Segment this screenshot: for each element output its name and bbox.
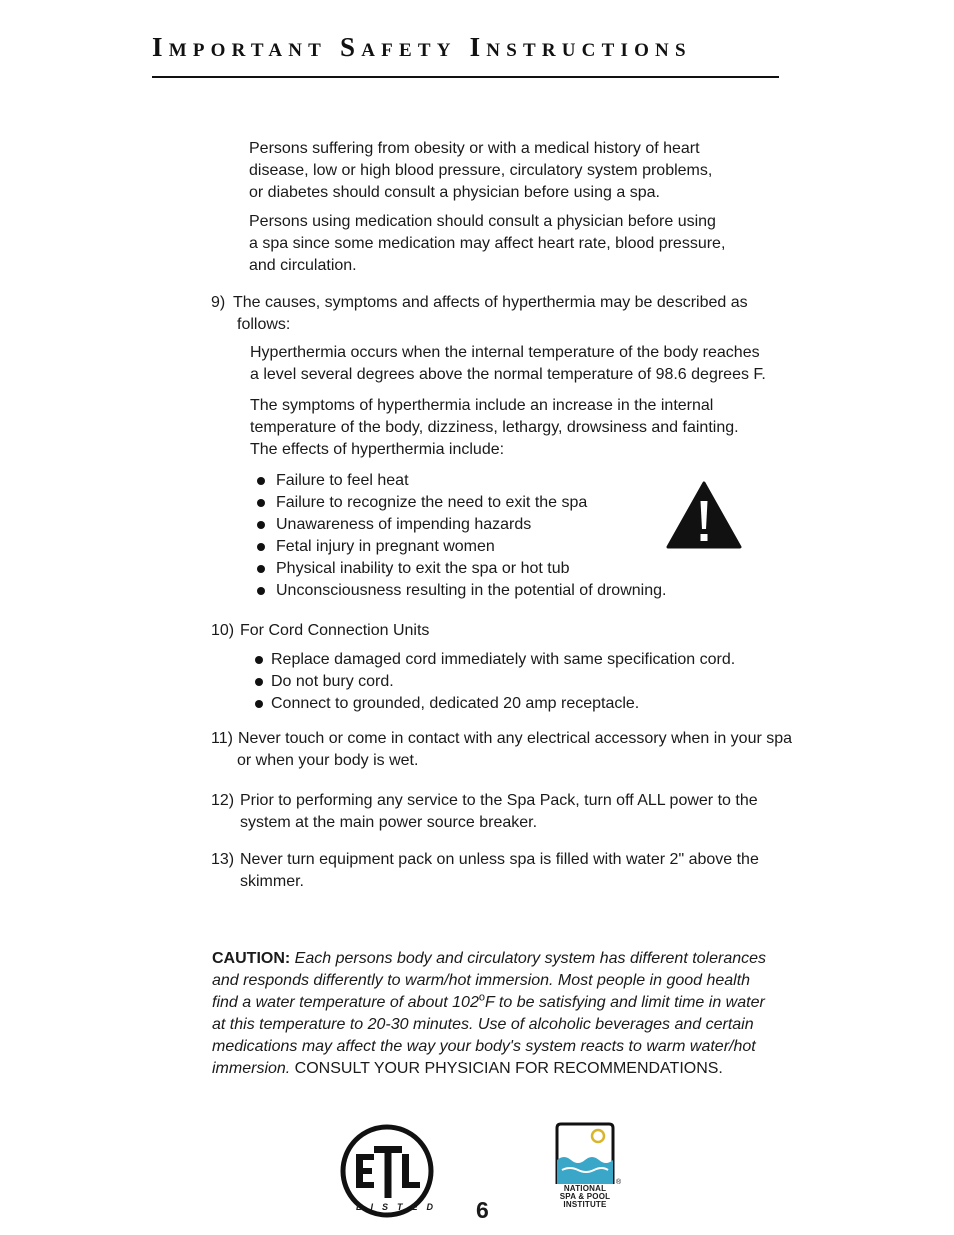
text-line: a level several degrees above the normal temperature of 98.6 degrees F. <box>250 366 766 383</box>
intro-paragraph-2 <box>249 211 725 277</box>
text-line: or diabetes should consult a physician before using a spa. <box>249 184 660 201</box>
text-line: Never touch or come in contact with any electrical accessory when in your spa <box>238 730 793 747</box>
text-line: or when your body is wet. <box>237 752 419 769</box>
list-item: Unconsciousness resulting in the potential of drowning. <box>276 582 667 599</box>
list-item: Unawareness of impending hazards <box>276 516 532 533</box>
bullet-dot <box>257 521 265 529</box>
list-item: Failure to recognize the need to exit the spa <box>276 494 588 511</box>
text-line: follows: <box>237 316 291 333</box>
degree-symbol: o <box>478 991 485 1004</box>
nspi-line: NATIONAL <box>563 1184 607 1193</box>
list-item: Replace damaged cord immediately with same specification cord. <box>271 651 736 668</box>
bullet-dot <box>255 678 263 686</box>
text-line: find a water temperature of about 102 <box>212 994 479 1011</box>
list-item: Fetal injury in pregnant women <box>276 538 495 555</box>
item-10-text: For Cord Connection Units <box>240 622 430 639</box>
bullet-dot <box>257 499 265 507</box>
svg-text:®: ® <box>616 1179 622 1186</box>
text-line: Each persons body and circulatory system has different tolerances <box>294 950 767 967</box>
list-item: Do not bury cord. <box>271 673 394 690</box>
item-12-number: 12) <box>211 792 235 809</box>
text-line: Persons using medication should consult a physician before using <box>249 213 716 230</box>
item-11-number: 11) <box>211 730 233 747</box>
item-9-number: 9) <box>211 294 226 311</box>
text-line: Prior to performing any service to the Spa Pack, turn off ALL power to the <box>240 792 758 809</box>
item-13-text <box>240 849 759 893</box>
bullet-dot <box>255 700 263 708</box>
hyperthermia-symptoms <box>250 395 739 461</box>
page-number: 6 <box>476 1197 489 1223</box>
text-line: The symptoms of hyperthermia include an increase in the internal <box>250 397 714 414</box>
consult-physician-text: CONSULT YOUR PHYSICIAN FOR RECOMMENDATIONS. <box>290 1060 723 1077</box>
nspi-logo <box>552 1122 620 1188</box>
item-11-text <box>237 728 792 772</box>
text-line: immersion. <box>212 1060 291 1077</box>
text-line: F to be satisfying and limit time in water <box>484 994 765 1011</box>
text-line: Hyperthermia occurs when the internal temperature of the body reaches <box>250 344 760 361</box>
item-9-text <box>233 292 748 336</box>
item-13-number: 13) <box>211 851 235 868</box>
text-line: temperature of the body, dizziness, lethargy, drowsiness and fainting. <box>250 419 739 436</box>
item-12-text <box>240 790 758 834</box>
text-line: The causes, symptoms and affects of hyperthermia may be described as <box>233 294 748 311</box>
text-line: Never turn equipment pack on unless spa is filled with water 2" above the <box>240 851 759 868</box>
bullet-dot <box>257 565 265 573</box>
bullet-dot <box>257 477 265 485</box>
text-line: disease, low or high blood pressure, circulatory system problems, <box>249 162 713 179</box>
caution-label: CAUTION: <box>212 950 291 967</box>
text-line: system at the main power source breaker. <box>240 814 538 831</box>
text-line: at this temperature to 20-30 minutes. Use of alcoholic beverages and certain <box>212 1016 754 1033</box>
list-item: Failure to feel heat <box>276 472 409 489</box>
caution-block <box>212 948 766 1080</box>
item-10-number: 10) <box>211 622 235 639</box>
bullet-dot <box>257 543 265 551</box>
list-item: Connect to grounded, dedicated 20 amp receptacle. <box>271 695 640 712</box>
intro-paragraph-1 <box>249 138 712 204</box>
text-line: medications may affect the way your body's system reacts to warm water/hot <box>212 1038 756 1055</box>
text-line: and circulation. <box>249 257 357 274</box>
text-line: a spa since some medication may affect heart rate, blood pressure, <box>249 235 726 252</box>
text-line: The effects of hyperthermia include: <box>250 441 505 458</box>
title-rule <box>152 76 779 78</box>
list-item: Physical inability to exit the spa or hot tub <box>276 560 570 577</box>
page-title: Important Safety Instructions <box>152 32 692 62</box>
text-line: skimmer. <box>240 873 304 890</box>
bullet-dot <box>257 587 265 595</box>
nspi-label <box>552 1185 618 1209</box>
text-line: Persons suffering from obesity or with a medical history of heart <box>249 140 700 157</box>
text-line: and responds differently to warm/hot immersion. Most people in good health <box>212 972 751 989</box>
hyperthermia-definition <box>250 342 766 386</box>
warning-triangle-icon <box>666 481 742 549</box>
bullet-dot <box>255 656 263 664</box>
nspi-line: SPA & POOL <box>559 1192 611 1201</box>
etl-listed-text: LISTED <box>356 1202 443 1212</box>
nspi-line: INSTITUTE <box>563 1200 607 1209</box>
